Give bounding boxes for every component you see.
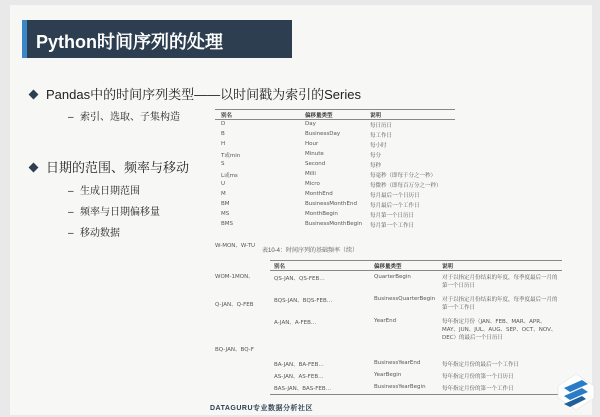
table-caption: 表10-4：时间序列的基础频率（续） bbox=[262, 248, 359, 254]
cut-label: WOM-1MON、 bbox=[215, 274, 254, 280]
slide bbox=[10, 5, 592, 415]
cut-label: Q-JAN、Q-FEB bbox=[215, 302, 254, 308]
sub-bullet-2-1: – 生成日期范围 bbox=[68, 186, 140, 197]
bullet-1 bbox=[30, 84, 361, 103]
bullet-2-text: 日期的范围、频率与移动 bbox=[46, 160, 190, 175]
frequency-table-1: 别名 偏移量类型 说明 D Day 每日历日 B BusinessDay 每工作日 H Hour 每小时 T或min Minute 每分 S Second 每秒 L或ms Milli 每毫秒（即每千分之一秒） U Micro 每微秒（即每百万分之一秒） M MonthEnd 每月最后一个日历日 BM BusinessMonthEnd 每月最后一个工作日 MS MonthBegin 每月第一个日历日 BMS BusinessMonthBegin 每月第一个工作日 bbox=[215, 109, 455, 239]
sub-bullet-2-2: – 频率与日期偏移量 bbox=[68, 207, 160, 218]
slide-title-bar bbox=[22, 20, 292, 58]
bullet-1-text: Pandas中的时间序列类型——以时间戳为索引的Series bbox=[46, 87, 361, 102]
footer-brand: DATAGURU专业数据分析社区 bbox=[210, 405, 314, 412]
frequency-table-2: 别名 偏移量类型 说明 QS-JAN、QS-FEB… QuarterBegin 对于以指定月份结束的年度，每季度最后一月的第一个日历日 BQS-JAN、BQS-FEB… BusinessQuarterBegin 对于以指定月份结束的年度，每季度最后一月的第一个工作日 A-JAN、A-FEB… YearEnd 每年指定月份（JAN、FEB、MAR、APR、MAY、JUN、JUL、AUG、SEP、OCT、NOV、DEC）的最后一个日历日 BA-JAN、BA-FEB… BusinessYearEnd 每年指定月份的最后一个工作日 AS-JAN、AS-FEB… YearBegin 每年指定月份的第一个日历日 BAS-JAN、BAS-FEB… BusinessYearBegin 每年指定月份的第一个工作日 bbox=[270, 260, 562, 400]
bullet-2 bbox=[30, 157, 189, 176]
cut-label: W-MON、W-TU bbox=[215, 243, 255, 249]
dataguru-logo-icon bbox=[556, 372, 596, 412]
title-accent bbox=[22, 20, 27, 58]
diamond-bullet-icon bbox=[29, 90, 39, 100]
sub-bullet-1-1: – 索引、选取、子集构造 bbox=[68, 112, 180, 123]
cut-label: BQ-JAN、BQ-F bbox=[215, 347, 254, 353]
sub-bullet-2-3: – 移动数据 bbox=[68, 228, 120, 239]
diamond-bullet-icon bbox=[29, 163, 39, 173]
slide-title: Python时间序列的处理 bbox=[36, 32, 223, 52]
